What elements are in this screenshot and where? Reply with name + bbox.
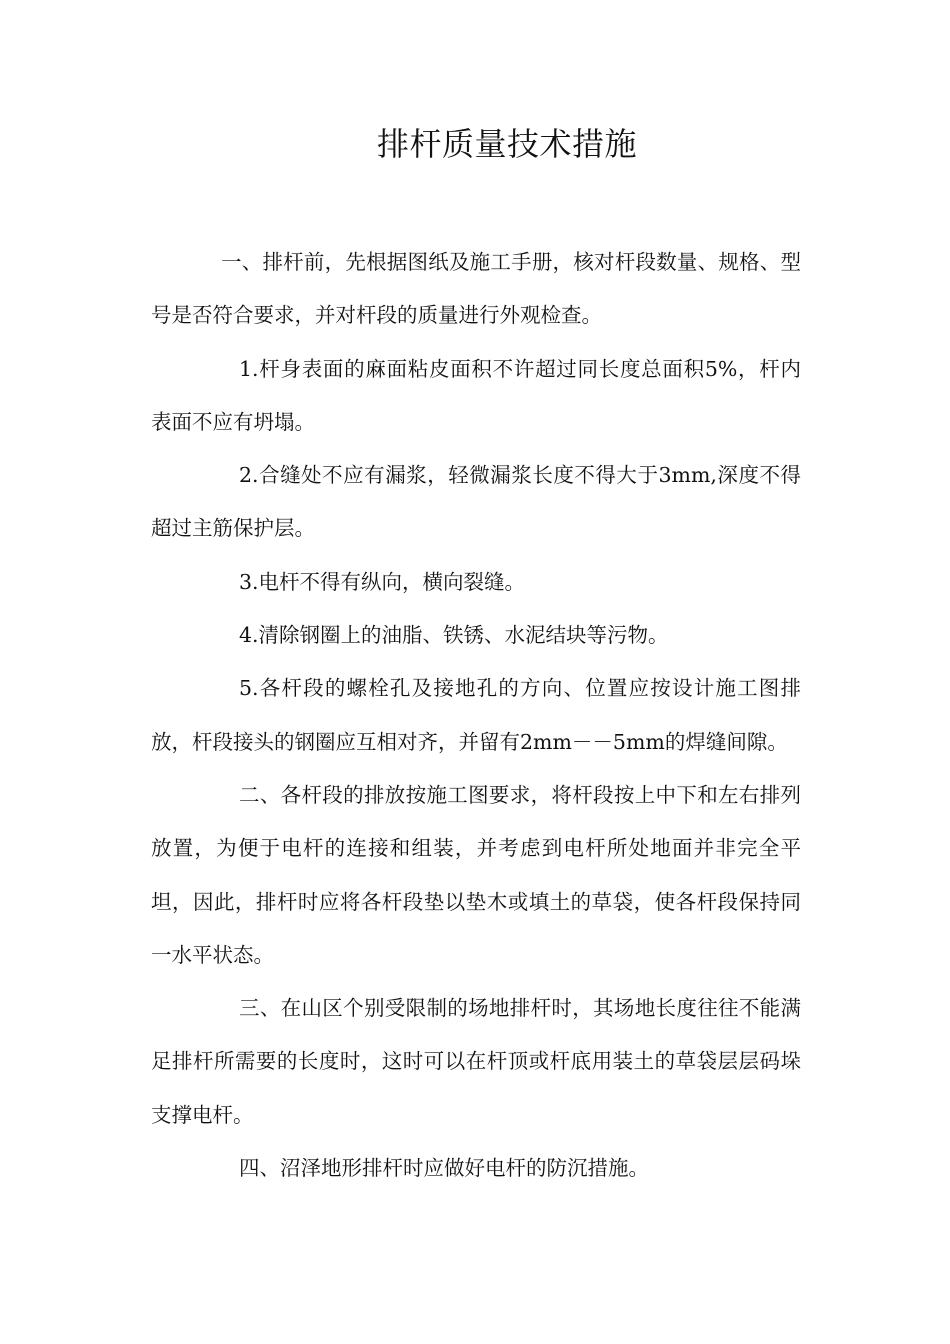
document-title: 排杆质量技术措施 <box>376 125 637 163</box>
paragraph-item-2: 2.合缝处不应有漏浆，轻微漏浆长度不得大于3mm,深度不得超过主筋保护层。 <box>151 463 801 541</box>
paragraph-item-1: 1.杆身表面的麻面粘皮面积不许超过同长度总面积5%，杆内表面不应有坍塌。 <box>151 356 801 434</box>
paragraph-item-4: 4.清除钢圈上的油脂、铁锈、水泥结块等污物。 <box>239 623 669 648</box>
paragraph-item-5: 5.各杆段的螺栓孔及接地孔的方向、位置应按设计施工图排放，杆段接头的钢圈应互相对齐，并留有2mm－－5mm的焊缝间隙。 <box>151 676 801 754</box>
document-body <box>151 236 801 1195</box>
paragraph-section-3: 三、在山区个别受限制的场地排杆时，其场地长度往往不能满足排杆所需要的长度时，这时可以在杆顶或杆底用装土的草袋层层码垛支撑电杆。 <box>151 996 801 1127</box>
paragraph-section-2: 二、各杆段的排放按施工图要求，将杆段按上中下和左右排列放置，为便于电杆的连接和组装，并考虑到电杆所处地面并非完全平坦，因此，排杆时应将各杆段垫以垫木或填土的草袋，使各杆段保持同一水平状态。 <box>151 782 801 967</box>
paragraph-section-1: 一、排杆前，先根据图纸及施工手册，核对杆段数量、规格、型号是否符合要求，并对杆段的质量进行外观检查。 <box>151 250 801 328</box>
paragraph-section-4: 四、沼泽地形排杆时应做好电杆的防沉措施。 <box>239 1156 649 1181</box>
paragraph-item-3: 3.电杆不得有纵向，横向裂缝。 <box>239 569 526 594</box>
